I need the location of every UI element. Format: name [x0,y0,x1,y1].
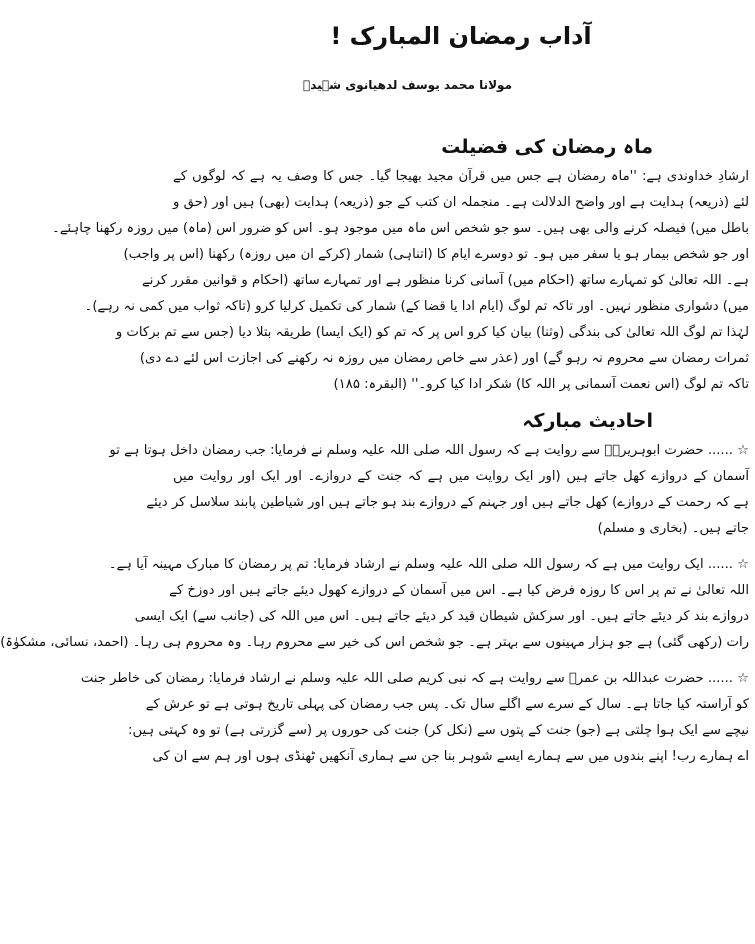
text-line: میں) دشواری منظور نہیں۔ اور تاکہ تم لوگ (ایام ادا یا قضا کے) شمار کی تکمیل کرلیا کرو (تاکہ ثواب میں کمی نہ رہے)۔ [84,299,749,314]
text-line: ☆ ...... ایک روایت میں ہے کہ رسول اللہ صلی اللہ علیہ وسلم نے ارشاد فرمایا: تم پر رمضان کا مبارک مہینہ آیا ہے۔ [108,557,749,572]
hadith-paragraph [109,438,749,542]
hadith-paragraph [0,552,749,656]
section-heading-hadith: احادیث مبارکہ [522,410,653,432]
text-line: اے ہمارے رب! اپنے بندوں میں سے ہمارے ایسے شوہر بنا جن سے ہماری آنکھیں ٹھنڈی ہوں اور ہم سے ان کی [152,749,749,764]
text-line: ثمرات رمضان سے محروم نہ رہو گے) اور (عذر سے خاص رمضان میں روزہ نہ رکھنے کی اجازت اس لئے دے دی) [139,351,749,366]
quran-verse-paragraph [52,164,749,398]
text-line: ہے۔ اللہ تعالیٰ کو تمہارے ساتھ (احکام میں) آسانی کرنا منظور ہے اور تمہارے ساتھ (احکام و قوانین مقرر کرنے [142,273,749,288]
text-line: ☆ ...... حضرت عبداللہ بن عمرؓ سے روایت ہے کہ نبی کریم صلی اللہ علیہ وسلم نے ارشاد فرمایا: رمضان کی خاطر جنت [80,671,749,686]
text-line: باطل میں) فیصلہ کرنے والی بھی ہیں۔ سو جو شخص اس ماہ میں موجود ہو۔ اس کو ضرور اس (ماہ) میں روزہ رکھنا چاہئے۔ [52,221,749,236]
text-line: جاتے ہیں۔ (بخاری و مسلم) [597,521,749,536]
page-title: آداب رمضان المبارک ! [330,22,592,50]
text-line: آسمان کے دروازے کھل جاتے ہیں (اور ایک روایت میں ہے کہ جنت کے دروازے۔ اور ایک اور روایت میں [173,469,749,484]
text-line: اور جو شخص بیمار ہو یا سفر میں ہو۔ تو دوسرے ایام کا (اتناہی) شمار (کرکے ان میں روزہ) رکھنا (اس پر واجب) [123,247,749,262]
text-line: اللہ تعالیٰ نے تم پر اس کا روزہ فرض کیا ہے۔ اس میں آسمان کے دروازے کھول دیئے جاتے ہیں اور دوزخ کے [169,583,749,598]
text-line: رات (رکھی گئی) ہے جو ہزار مہینوں سے بہتر ہے۔ جو شخص اس کی خیر سے محروم رہا۔ وہ محروم ہی رہا۔ (احمد، نسائی، مشکوٰۃ) [0,635,749,650]
text-line: نیچے سے ایک ہوا چلتی ہے (جو) جنت کے پتوں سے (نکل کر) جنت کی حوروں پر (سے گزرتی ہے) تو وہ کہتی ہیں: [128,723,749,738]
text-line: ☆ ...... حضرت ابوہریرہؓ سے روایت ہے کہ رسول اللہ صلی اللہ علیہ وسلم نے فرمایا: جب رمضان داخل ہوتا ہے تو [109,443,749,458]
section-heading-ramadan-virtue: ماہ رمضان کی فضیلت [441,136,653,158]
text-line: ارشادِ خداوندی ہے: ''ماہ رمضان ہے جس میں قرآن مجید بھیجا گیا۔ جس کا وصف یہ ہے کہ لوگوں کے [173,169,749,184]
text-line: ہے کہ رحمت کے دروازے) کھل جاتے ہیں اور جہنم کے دروازے بند ہو جاتے ہیں اور شیاطین پابند سلاسل کر دیئے [146,495,749,510]
text-line: دروازے بند کر دیئے جاتے ہیں۔ اور سرکش شیطان قید کر دیئے جاتے ہیں۔ اس میں اللہ کی (جانب سے) ایک ایسی [134,609,749,624]
text-line: کو آراستہ کیا جاتا ہے۔ سال کے سرے سے اگلے سال تک۔ پس جب رمضان کی پہلی تاریخ ہوتی ہے تو عرش کے [145,697,749,712]
text-line: لہٰذا تم لوگ اللہ تعالیٰ کی بندگی (وثنا) بیان کیا کرو اس پر کہ تم کو (ایک ایسا) طریقہ بتلا دیا (جس سے تم برکات و [115,325,749,340]
text-line: لئے (ذریعہ) ہدایت ہے اور واضح الدلالت ہے۔ منجملہ ان کتب کے جو (ذریعہ) ہدایت (بھی) ہیں اور (حق و [173,195,749,210]
author-name: مولانا محمد یوسف لدھیانوی شہیدؒ [303,78,513,92]
hadith-paragraph [80,666,749,770]
text-line: تاکہ تم لوگ (اس نعمت آسمانی پر اللہ کا) شکر ادا کیا کرو۔'' (البقرہ: ۱۸۵) [333,377,749,392]
